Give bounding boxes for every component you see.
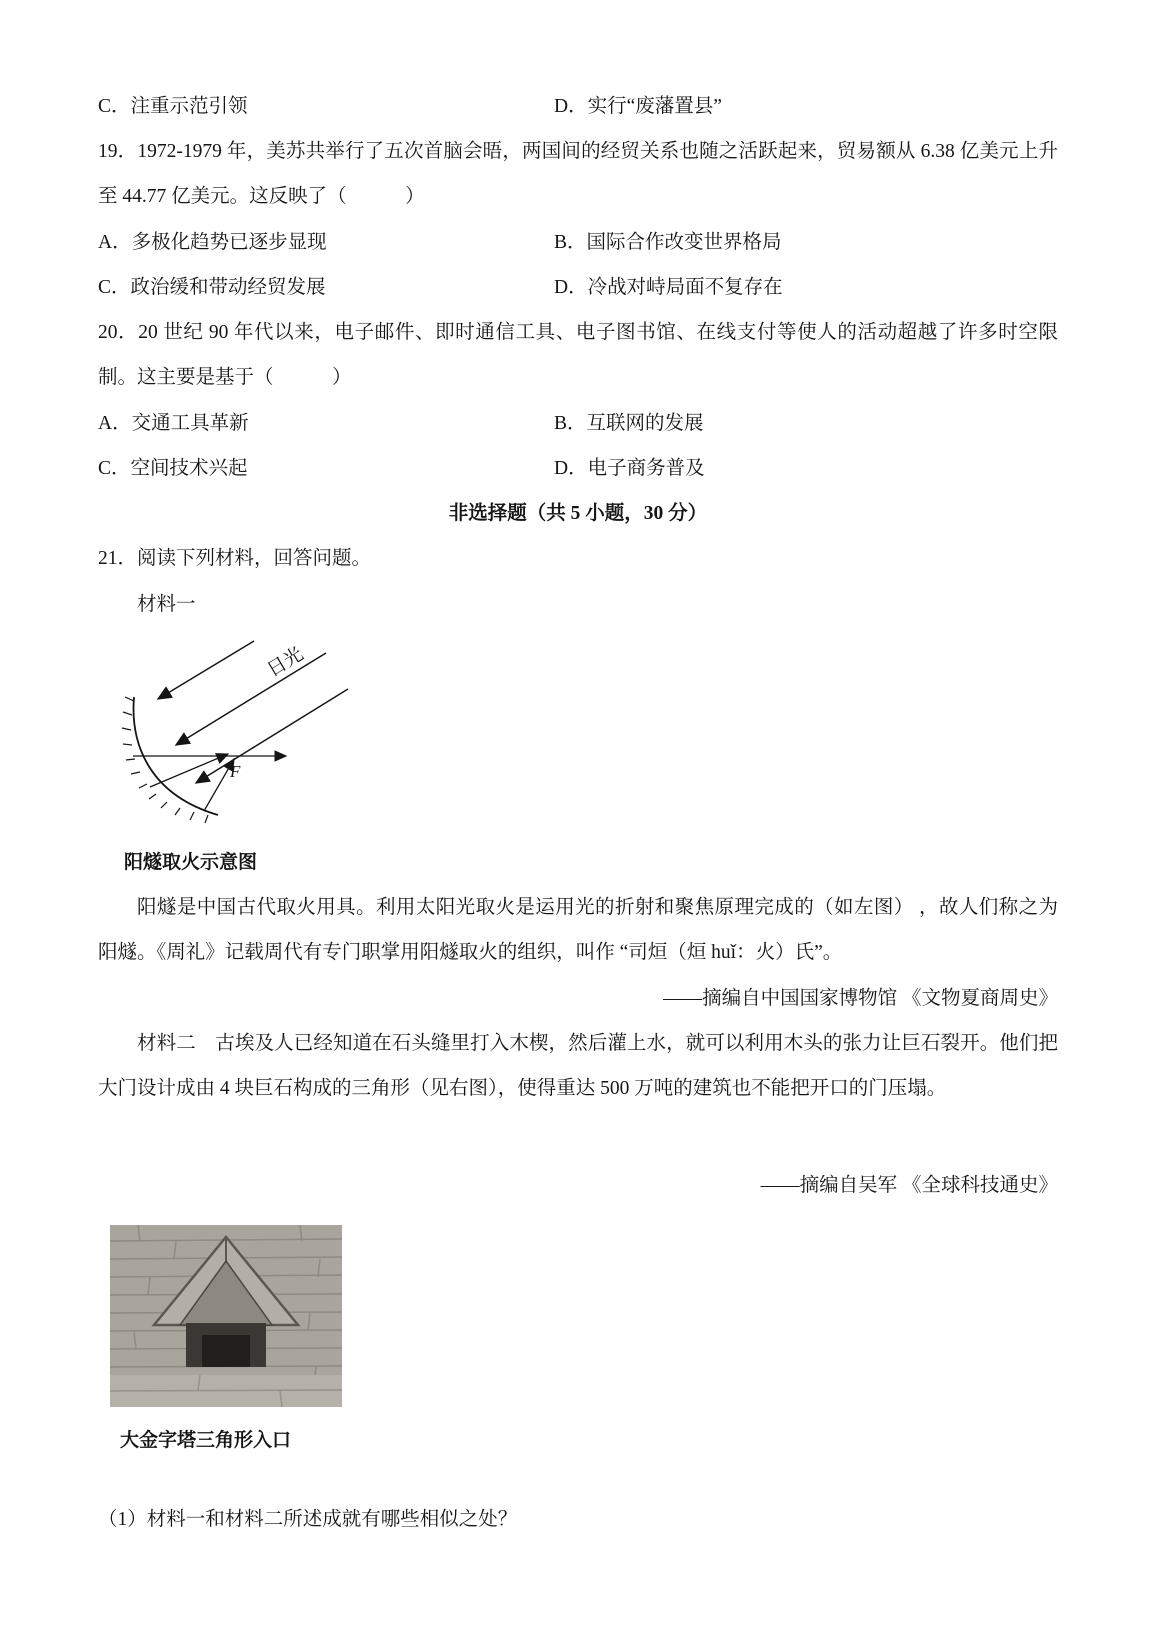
option-c: C．政治缓和带动经贸发展 bbox=[98, 276, 326, 298]
question-20-options-cd bbox=[98, 446, 1058, 491]
option-a: A．交通工具革新 bbox=[98, 412, 249, 434]
question-20-options-ab bbox=[98, 401, 1058, 446]
option-d: D．冷战对峙局面不复存在 bbox=[554, 276, 783, 298]
sun-rays bbox=[158, 641, 348, 783]
entrance-opening bbox=[202, 1335, 250, 1367]
pyramid-photo-figure bbox=[110, 1225, 1058, 1457]
mirror-hatching bbox=[122, 697, 208, 823]
section-heading: 非选择题（共 5 小题，30 分） bbox=[448, 503, 708, 525]
material-2-text: 材料二 古埃及人已经知道在石头缝里打入木楔，然后灌上水，就可以利用木头的张力让巨石裂开。他们把大门设计成由 4 块巨石构成的三角形（见右图），使得重达 500 万吨的建筑也不能把开口的门压塌。 bbox=[98, 1032, 1058, 1100]
question-20-stem: 20．20 世纪 90 年代以来，电子邮件、即时通信工具、电子图书馆、在线支付等使人的活动超越了许多时空限制。这主要是基于（ ） bbox=[98, 322, 1058, 389]
material-1-text: 阳燧是中国古代取火用具。利用太阳光取火是运用光的折射和聚焦原理完成的（如左图） ，故人们称之为阳燧。《周礼》记载周代有专门职掌用阳燧取火的组织，叫作 “司烜（烜 huǐ：火）氏”。 bbox=[98, 897, 1058, 964]
option-b: B．互联网的发展 bbox=[554, 412, 704, 434]
sun-mirror-diagram bbox=[104, 637, 356, 839]
diagram-caption: 阳燧取火示意图 bbox=[124, 851, 258, 873]
option-c: C．注重示范引领 bbox=[98, 96, 248, 117]
material-1-attribution: ——摘编自中国国家博物馆 《文物夏商周史》 bbox=[663, 987, 1058, 1009]
material-1-label: 材料一 bbox=[137, 593, 196, 615]
sub-question-1: （1）材料一和材料二所述成就有哪些相似之处？ bbox=[98, 1508, 518, 1530]
option-d: D．实行“废藩置县” bbox=[554, 96, 722, 117]
option-a: A．多极化趋势已逐步显现 bbox=[98, 231, 327, 253]
sun-mirror-figure bbox=[104, 637, 1058, 879]
question-19-options-cd bbox=[98, 265, 1058, 310]
option-c: C．空间技术兴起 bbox=[98, 457, 248, 479]
reflected-rays bbox=[133, 754, 286, 811]
question-19-options-ab bbox=[98, 220, 1058, 265]
prev-question-options-row bbox=[98, 84, 1058, 129]
question-19-stem: 19．1972-1979 年，美苏共举行了五次首脑会晤，两国间的经贸关系也随之活跃起来，贸易额从 6.38 亿美元上升至 44.77 亿美元。这反映了（ ） bbox=[98, 141, 1058, 208]
option-d: D．电子商务普及 bbox=[554, 457, 705, 479]
pyramid-entrance-photo bbox=[110, 1225, 342, 1407]
sunlight-label: 日光 bbox=[263, 643, 308, 682]
question-21-intro: 21．阅读下列材料，回答问题。 bbox=[98, 548, 372, 570]
option-b: B．国际合作改变世界格局 bbox=[554, 231, 782, 253]
focus-label: F bbox=[230, 761, 241, 781]
photo-caption: 大金字塔三角形入口 bbox=[120, 1429, 292, 1451]
material-2-attribution: ——摘编自吴军 《全球科技通史》 bbox=[760, 1175, 1058, 1197]
